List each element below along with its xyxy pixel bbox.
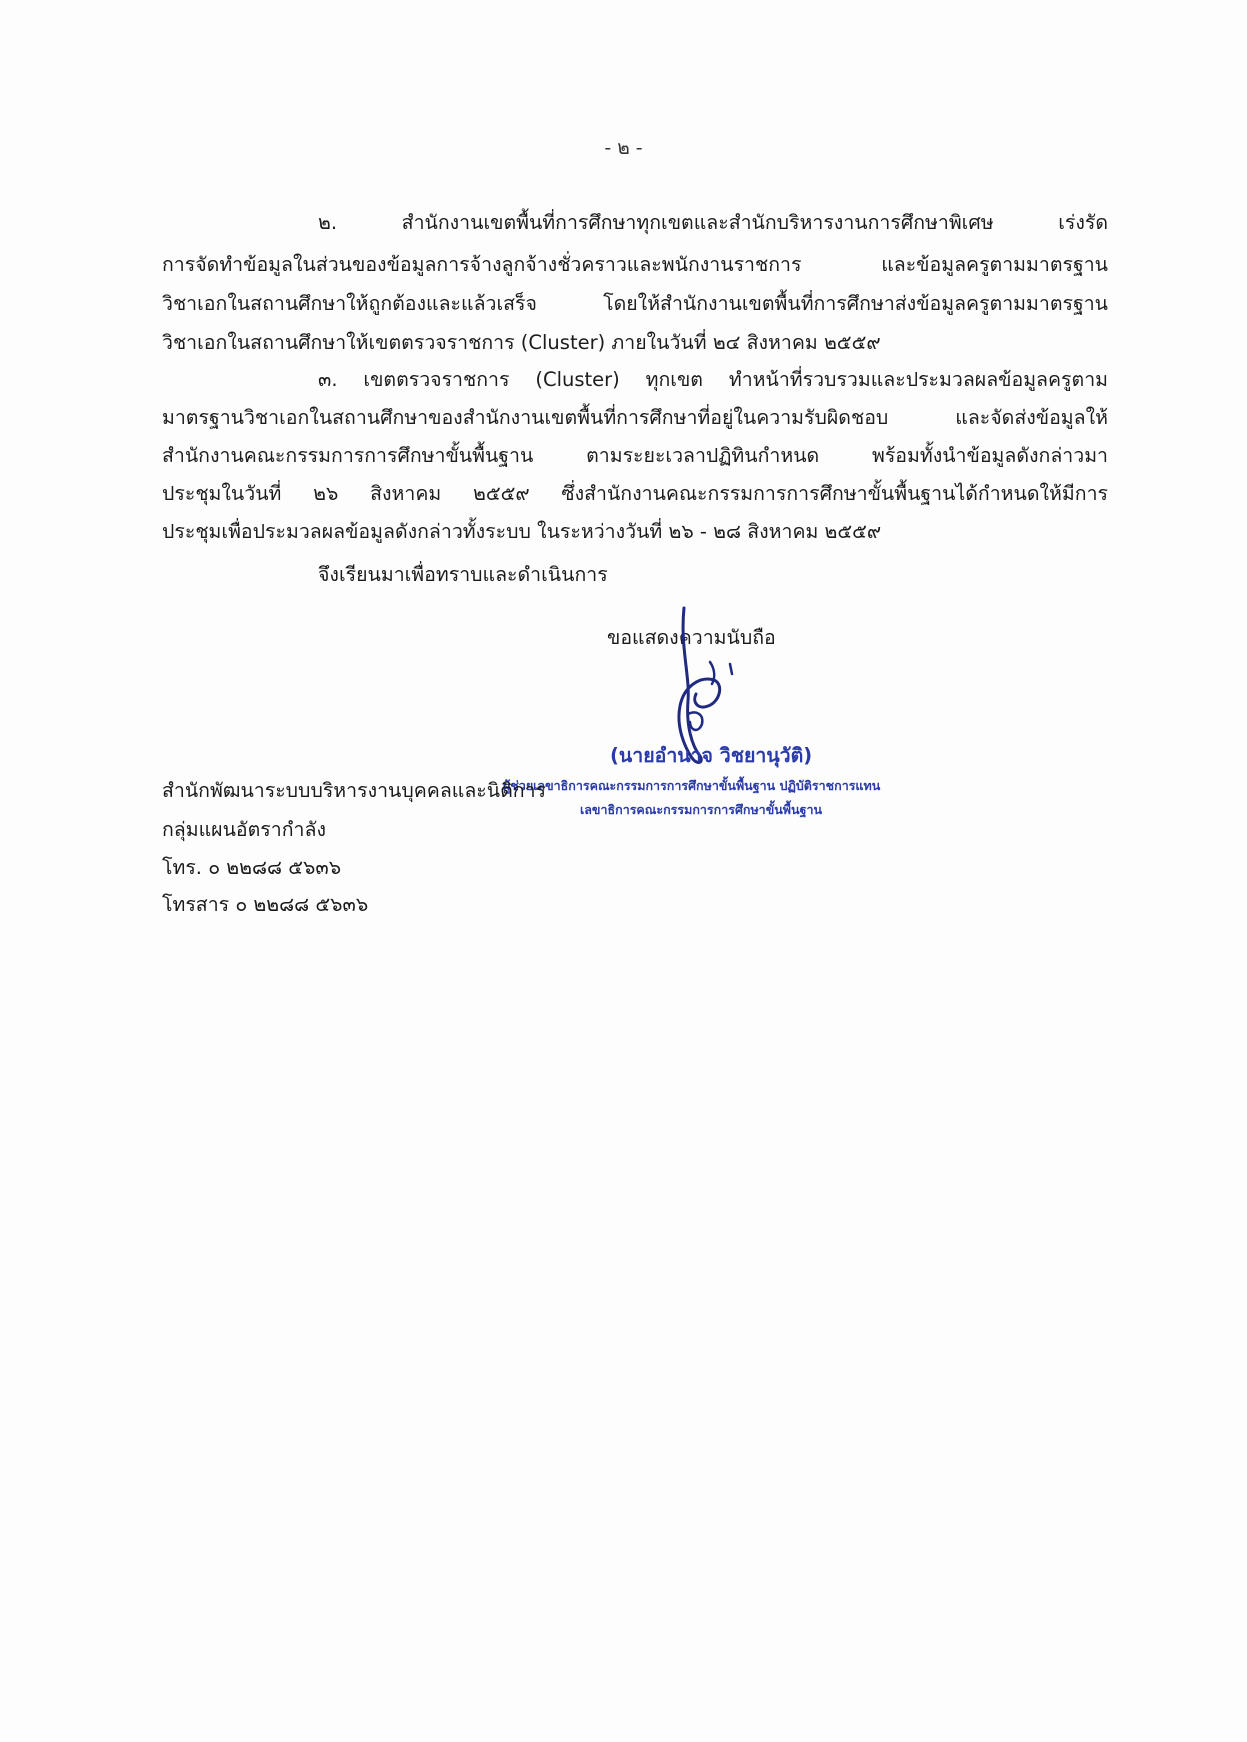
paragraph-3-line-1: ๓. เขตตรวจราชการ (Cluster) ทุกเขต ทำหน้าที่รวบรวมและประมวลผลข้อมูลครูตาม xyxy=(318,368,1108,391)
signer-position-line-2: เลขาธิการคณะกรรมการการศึกษาขั้นพื้นฐาน xyxy=(580,802,823,817)
closing-request: จึงเรียนมาเพื่อทราบและดำเนินการ xyxy=(318,563,608,586)
paragraph-2-line-4: วิชาเอกในสถานศึกษาให้เขตตรวจราชการ (Cluster) ภายในวันที่ ๒๔ สิงหาคม ๒๕๕๙ xyxy=(162,331,881,354)
paragraph-2-line-3: วิชาเอกในสถานศึกษาให้ถูกต้องและแล้วเสร็จ โดยให้สำนักงานเขตพื้นที่การศึกษาส่งข้อมูลครูตามมาตรฐาน xyxy=(162,292,1108,315)
footer-fax: โทรสาร ๐ ๒๒๘๘ ๕๖๓๖ xyxy=(162,893,369,916)
page-number: - ๒ - xyxy=(604,137,643,159)
paragraph-3-line-4: ประชุมในวันที่ ๒๖ สิงหาคม ๒๕๕๙ ซึ่งสำนักงานคณะกรรมการการศึกษาขั้นพื้นฐานได้กำหนดให้มีการ xyxy=(162,482,1108,505)
paragraph-3-line-5: ประชุมเพื่อประมวลผลข้อมูลดังกล่าวทั้งระบบ ในระหว่างวันที่ ๒๖ - ๒๘ สิงหาคม ๒๕๕๙ xyxy=(162,520,882,543)
paragraph-2-line-2: การจัดทำข้อมูลในส่วนของข้อมูลการจ้างลูกจ้างชั่วคราวและพนักงานราชการ และข้อมูลครูตามมาตรฐาน xyxy=(162,253,1108,276)
signer-position-line-1: ผู้ช่วยเลขาธิการคณะกรรมการการศึกษาขั้นพื้นฐาน ปฏิบัติราชการแทน xyxy=(503,778,881,793)
footer-group: กลุ่มแผนอัตรากำลัง xyxy=(162,818,326,841)
salutation: ขอแสดงความนับถือ xyxy=(607,626,776,649)
paragraph-2-line-1: ๒. สำนักงานเขตพื้นที่การศึกษาทุกเขตและสำนักบริหารงานการศึกษาพิเศษ เร่งรัด xyxy=(318,211,1108,234)
footer-office: สำนักพัฒนาระบบบริหารงานบุคคลและนิติการ xyxy=(162,779,547,802)
footer-phone: โทร. ๐ ๒๒๘๘ ๕๖๓๖ xyxy=(162,856,342,879)
signer-name: (นายอำนาจ วิชยานุวัติ) xyxy=(610,744,813,767)
paragraph-3-line-3: สำนักงานคณะกรรมการการศึกษาขั้นพื้นฐาน ตามระยะเวลาปฏิทินกำหนด พร้อมทั้งนำข้อมูลดังกล่าวมา xyxy=(162,444,1108,467)
paragraph-3-line-2: มาตรฐานวิชาเอกในสถานศึกษาของสำนักงานเขตพื้นที่การศึกษาที่อยู่ในความรับผิดชอบ และจัดส่งข้อมูลให้ xyxy=(162,406,1108,429)
